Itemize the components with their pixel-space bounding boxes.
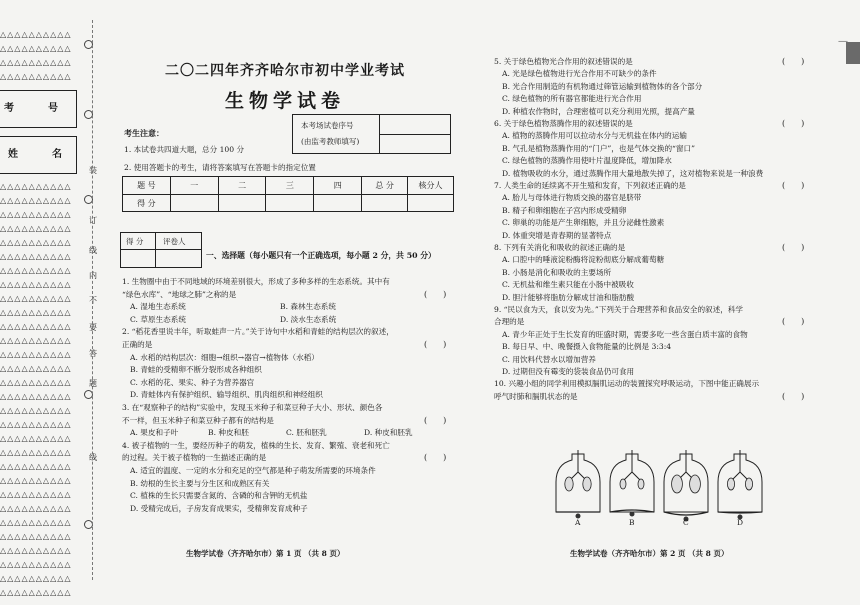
bell-jar-model [556,450,600,519]
binding-char: 不 [89,296,97,305]
triangle-row: △△△△△△△△△△ [0,392,72,401]
answer-paren: ( ) [782,119,805,128]
name-box [0,136,77,174]
answer-paren: ( ) [782,57,805,66]
answer-option: A. 胎儿与母体进行物质交换的器官是脐带 [502,193,642,203]
triangle-row: △△△△△△△△△△ [0,504,72,513]
answer-option: B. 青蛙的受精卵不断分裂形成各种组织 [130,365,262,375]
triangle-row: △△△△△△△△△△ [0,448,72,457]
answer-option: D. 淡水生态系统 [280,314,337,324]
question-text-line: 6. 关于绿色植物蒸腾作用的叙述错误的是 [494,119,633,128]
triangle-row: △△△△△△△△△△ [0,490,72,499]
triangle-row: △△△△△△△△△△ [0,378,72,387]
answer-option: B. 幼根的生长主要与分生区和成熟区有关 [130,478,270,488]
name-label-b: 名 [52,149,62,160]
score-table-header-cell: 一 [170,177,218,195]
answer-option: D. 胆汁能够将脂肪分解成甘油和脂肪酸 [502,292,635,302]
exam-number-box [0,90,77,128]
binding-char: 订 [89,216,97,225]
answer-paren: ( ) [782,181,805,190]
answer-option: D. 体重突增是青春期的显著特点 [502,230,612,240]
exam-number-label-a: 考 [4,103,14,114]
triangle-row: △△△△△△△△△△ [0,406,72,415]
question-text-line: 2. “稻花香里说丰年，听取蛙声一片。”关于诗句中水稻和青蛙的结构层次的叙述， [122,327,394,337]
triangle-row: △△△△△△△△△△ [0,238,72,247]
answer-option: D. 过期但没有霉变的袋装食品仍可食用 [502,367,635,376]
answer-paren: ( ) [782,391,805,401]
question-text-line: 正确的是 [122,340,153,349]
seat-box-note: (由监考教师填写) [301,137,360,146]
question-text-line: 4. 被子植物的一生，要经历种子的萌发，植株的生长、发育、繁殖、衰老和死亡 [122,440,390,450]
answer-option: A. 青少年正处于生长发育的旺盛时期，需要多吃一些含蛋白质丰富的食物 [502,329,748,339]
answer-option: A. 水稻的结构层次：细胞→组织→器官→植物体（水稻） [130,352,319,362]
score-table-header-cell: 三 [266,177,314,195]
answer-option: A. 适宜的温度、一定的水分和充足的空气都是种子萌发所需要的环境条件 [130,466,376,475]
answer-option: C. 胚和胚乳 [286,428,327,438]
figure-label: D [737,518,744,527]
score-table-header-cell: 核分人 [408,177,454,195]
triangle-row: △△△△△△△△△△ [0,574,72,583]
question-text-line: 1. 生物圈中由于不同地域的环境差别很大，形成了多种多样的生态系统。其中有 [122,277,390,286]
triangle-row: △△△△△△△△△△ [0,308,72,317]
answer-paren: ( ) [782,317,805,327]
seat-box-divider [379,134,450,135]
triangle-row: △△△△△△△△△△ [0,560,72,569]
question-text-line: 的过程。关于被子植物的一生描述正确的是 [122,453,267,463]
question-text-line: 7. 人类生命的延续离不开生殖和发育，下列叙述正确的是 [494,181,686,190]
triangle-row: △△△△△△△△△△ [0,294,72,303]
question-text-line: 9. “民以食为天，食以安为先。”下列关于合理营养和食品安全的叙述，科学 [494,305,744,314]
score-table-header-cell: 总 分 [362,177,408,195]
score-cell-blank [314,195,362,212]
seat-box-label-cell [293,115,380,153]
binding-char: 要 [89,323,97,332]
triangle-row: △△△△△△△△△△ [0,72,72,81]
triangle-row: △△△△△△△△△△ [0,44,72,53]
answer-option: D. 植物吸收的水分，通过蒸腾作用大量地散失掉了，这对植物来说是一种浪费 [502,168,764,178]
answer-option: B. 种皮和胚 [208,428,249,438]
score-cell-blank [408,195,454,212]
question-text-line: 合理的是 [494,317,525,327]
answer-option: C. 草原生态系统 [130,314,186,324]
seat-box-label: 本考场试卷序号 [301,121,354,130]
grader-box-top [121,233,201,250]
score-row-label: 得 分 [123,195,171,212]
binding-char: 题 [89,379,97,388]
triangle-row: △△△△△△△△△△ [0,196,72,205]
answer-option: A. 植物的蒸腾作用可以拉动水分与无机盐在体内的运输 [502,131,687,141]
name-label-a: 姓 [8,149,18,160]
note-2: 2. 使用答题卡的考生，请将答案填写在答题卡的指定位置 [124,163,316,172]
answer-option: B. 每日早、中、晚餐摄入食物能量的比例是 3:3:4 [502,342,672,352]
answer-option: D. 青蛙体内有保护组织、输导组织、肌肉组织和神经组织 [130,390,323,400]
score-table-header-row [123,177,454,195]
answer-option: A. 光是绿色植物进行光合作用不可缺少的条件 [502,69,657,79]
score-table-header-cell: 题 号 [123,177,171,195]
answer-paren: ( ) [424,340,447,349]
answer-option: A. 果皮和子叶 [130,428,179,438]
answer-option: B. 气孔是植物蒸腾作用的“门户”，也是气体交换的“窗口” [502,143,695,153]
bell-jar-model [610,450,654,517]
answer-option: A. 湿地生态系统 [130,302,186,312]
figure-label: B [629,518,635,527]
triangle-row: △△△△△△△△△△ [0,462,72,471]
grader-box [120,232,202,268]
answer-paren: ( ) [782,243,805,252]
triangle-row: △△△△△△△△△△ [0,434,72,443]
triangle-row: △△△△△△△△△△ [0,322,72,331]
bell-jar-model [664,450,708,522]
question-text-line: 10. 兴趣小组的同学利用模拟膈肌运动的装置探究呼吸运动，下图中能正确展示 [494,379,760,389]
triangle-row: △△△△△△△△△△ [0,476,72,485]
triangle-row: △△△△△△△△△△ [0,420,72,429]
edge-mark: — [838,36,848,47]
answer-option: B. 精子和卵细胞在子宫内形成受精卵 [502,205,627,215]
score-cell-blank [170,195,218,212]
answer-option: B. 森林生态系统 [280,302,336,312]
answer-option: C. 用饮料代替水以增加营养 [502,354,596,364]
exam-title: 二〇二四年齐齐哈尔市初中学业考试 [165,63,405,79]
answer-option: C. 绿色植物的蒸腾作用使叶片温度降低，增加降水 [502,156,672,166]
answer-option: C. 卵巢的功能是产生卵细胞，并且分泌雌性激素 [502,218,665,228]
notes-heading: 考生注意： [124,128,164,138]
answer-paren: ( ) [424,453,447,463]
triangle-row: △△△△△△△△△△ [0,532,72,541]
figure-label: A [575,518,581,527]
answer-option: C. 植株的生长只需要含氮的、含磷的和含钾的无机盐 [130,491,308,501]
triangle-row: △△△△△△△△△△ [0,336,72,345]
score-cell-blank [362,195,408,212]
answer-option: B. 光合作用制造的有机物通过筛管运输到植物体的各个部分 [502,81,703,91]
bell-jar-model [718,450,762,520]
triangle-row: △△△△△△△△△△ [0,588,72,597]
answer-option: A. 口腔中的唾液淀粉酶将淀粉彻底分解成葡萄糖 [502,255,665,265]
section-1-title: 一、选择题（每小题只有一个正确选项，每小题 2 分，共 50 分） [206,251,436,260]
triangle-row: △△△△△△△△△△ [0,280,72,289]
binding-char: 线 [89,453,97,462]
answer-option: C. 无机盐和维生素只能在小肠中被吸收 [502,280,634,290]
binding-char: 内 [89,271,97,280]
question-text-line: 5. 关于绿色植物光合作用的叙述错误的是 [494,57,633,66]
footer-page-2: 生物学试卷（齐齐哈尔市）第 2 页 （共 8 页） [570,549,729,558]
score-table-header-cell: 二 [218,177,266,195]
binding-char: 装 [89,166,97,175]
answer-paren: ( ) [424,289,447,299]
triangle-row: △△△△△△△△△△ [0,58,72,67]
triangle-row: △△△△△△△△△△ [0,364,72,373]
answer-paren: ( ) [424,415,447,425]
question-text-line: 3. 在“观察种子的结构”实验中，发现玉米种子和菜豆种子大小、形状、颜色各 [122,403,383,412]
score-table-score-row [123,195,454,212]
triangle-row: △△△△△△△△△△ [0,210,72,219]
triangle-row: △△△△△△△△△△ [0,546,72,555]
subject-title: 生物学试卷 [224,90,345,112]
binding-dashed-line [92,20,94,580]
score-table-header-cell: 四 [314,177,362,195]
binding-char: 答 [89,349,97,358]
footer-page-1: 生物学试卷（齐齐哈尔市）第 1 页 （共 8 页） [186,549,345,558]
answer-option: D. 种皮和胚乳 [364,428,413,438]
triangle-row: △△△△△△△△△△ [0,224,72,233]
score-cell-blank [266,195,314,212]
triangle-row: △△△△△△△△△△ [0,350,72,359]
answer-option: D. 种植农作物时，合理密植可以充分利用光照，提高产量 [502,106,695,116]
triangle-row: △△△△△△△△△△ [0,266,72,275]
question-text-line: “绿色水库”、“地球之肺”之称的是 [122,289,237,299]
binding-char: 线 [89,246,97,255]
question-text-line: 8. 下列有关消化和吸收的叙述正确的是 [494,243,626,252]
grader-score-label: 得 分 [126,237,144,246]
seat-number-box [292,114,451,154]
triangle-row: △△△△△△△△△△ [0,518,72,527]
grader-box-divider-2 [155,249,156,267]
figure-label: C [683,518,689,527]
grader-name-label: 评卷人 [163,237,186,246]
score-table [122,176,454,212]
triangle-row: △△△△△△△△△△ [0,30,72,39]
answer-option: B. 小肠是消化和吸收的主要场所 [502,267,612,277]
note-1: 1. 本试卷共四道大题，总分 100 分 [124,145,245,154]
triangle-row: △△△△△△△△△△ [0,182,72,191]
page-edge-tab [846,42,860,64]
exam-number-label-b: 号 [48,103,58,114]
triangle-row: △△△△△△△△△△ [0,252,72,261]
bell-jar-models [556,450,762,522]
answer-option: D. 受精完成后，子房发育成果实，受精卵发育成种子 [130,503,308,513]
answer-option: C. 水稻的花、果实、种子为营养器官 [130,377,255,387]
score-cell-blank [218,195,266,212]
question-text-line: 不一样，但玉米种子和菜豆种子都有的结构是 [122,415,274,425]
answer-option: C. 绿色植物的所有器官都能进行光合作用 [502,94,642,104]
question-text-line: 呼气时肺和膈肌状态的是 [494,391,578,401]
